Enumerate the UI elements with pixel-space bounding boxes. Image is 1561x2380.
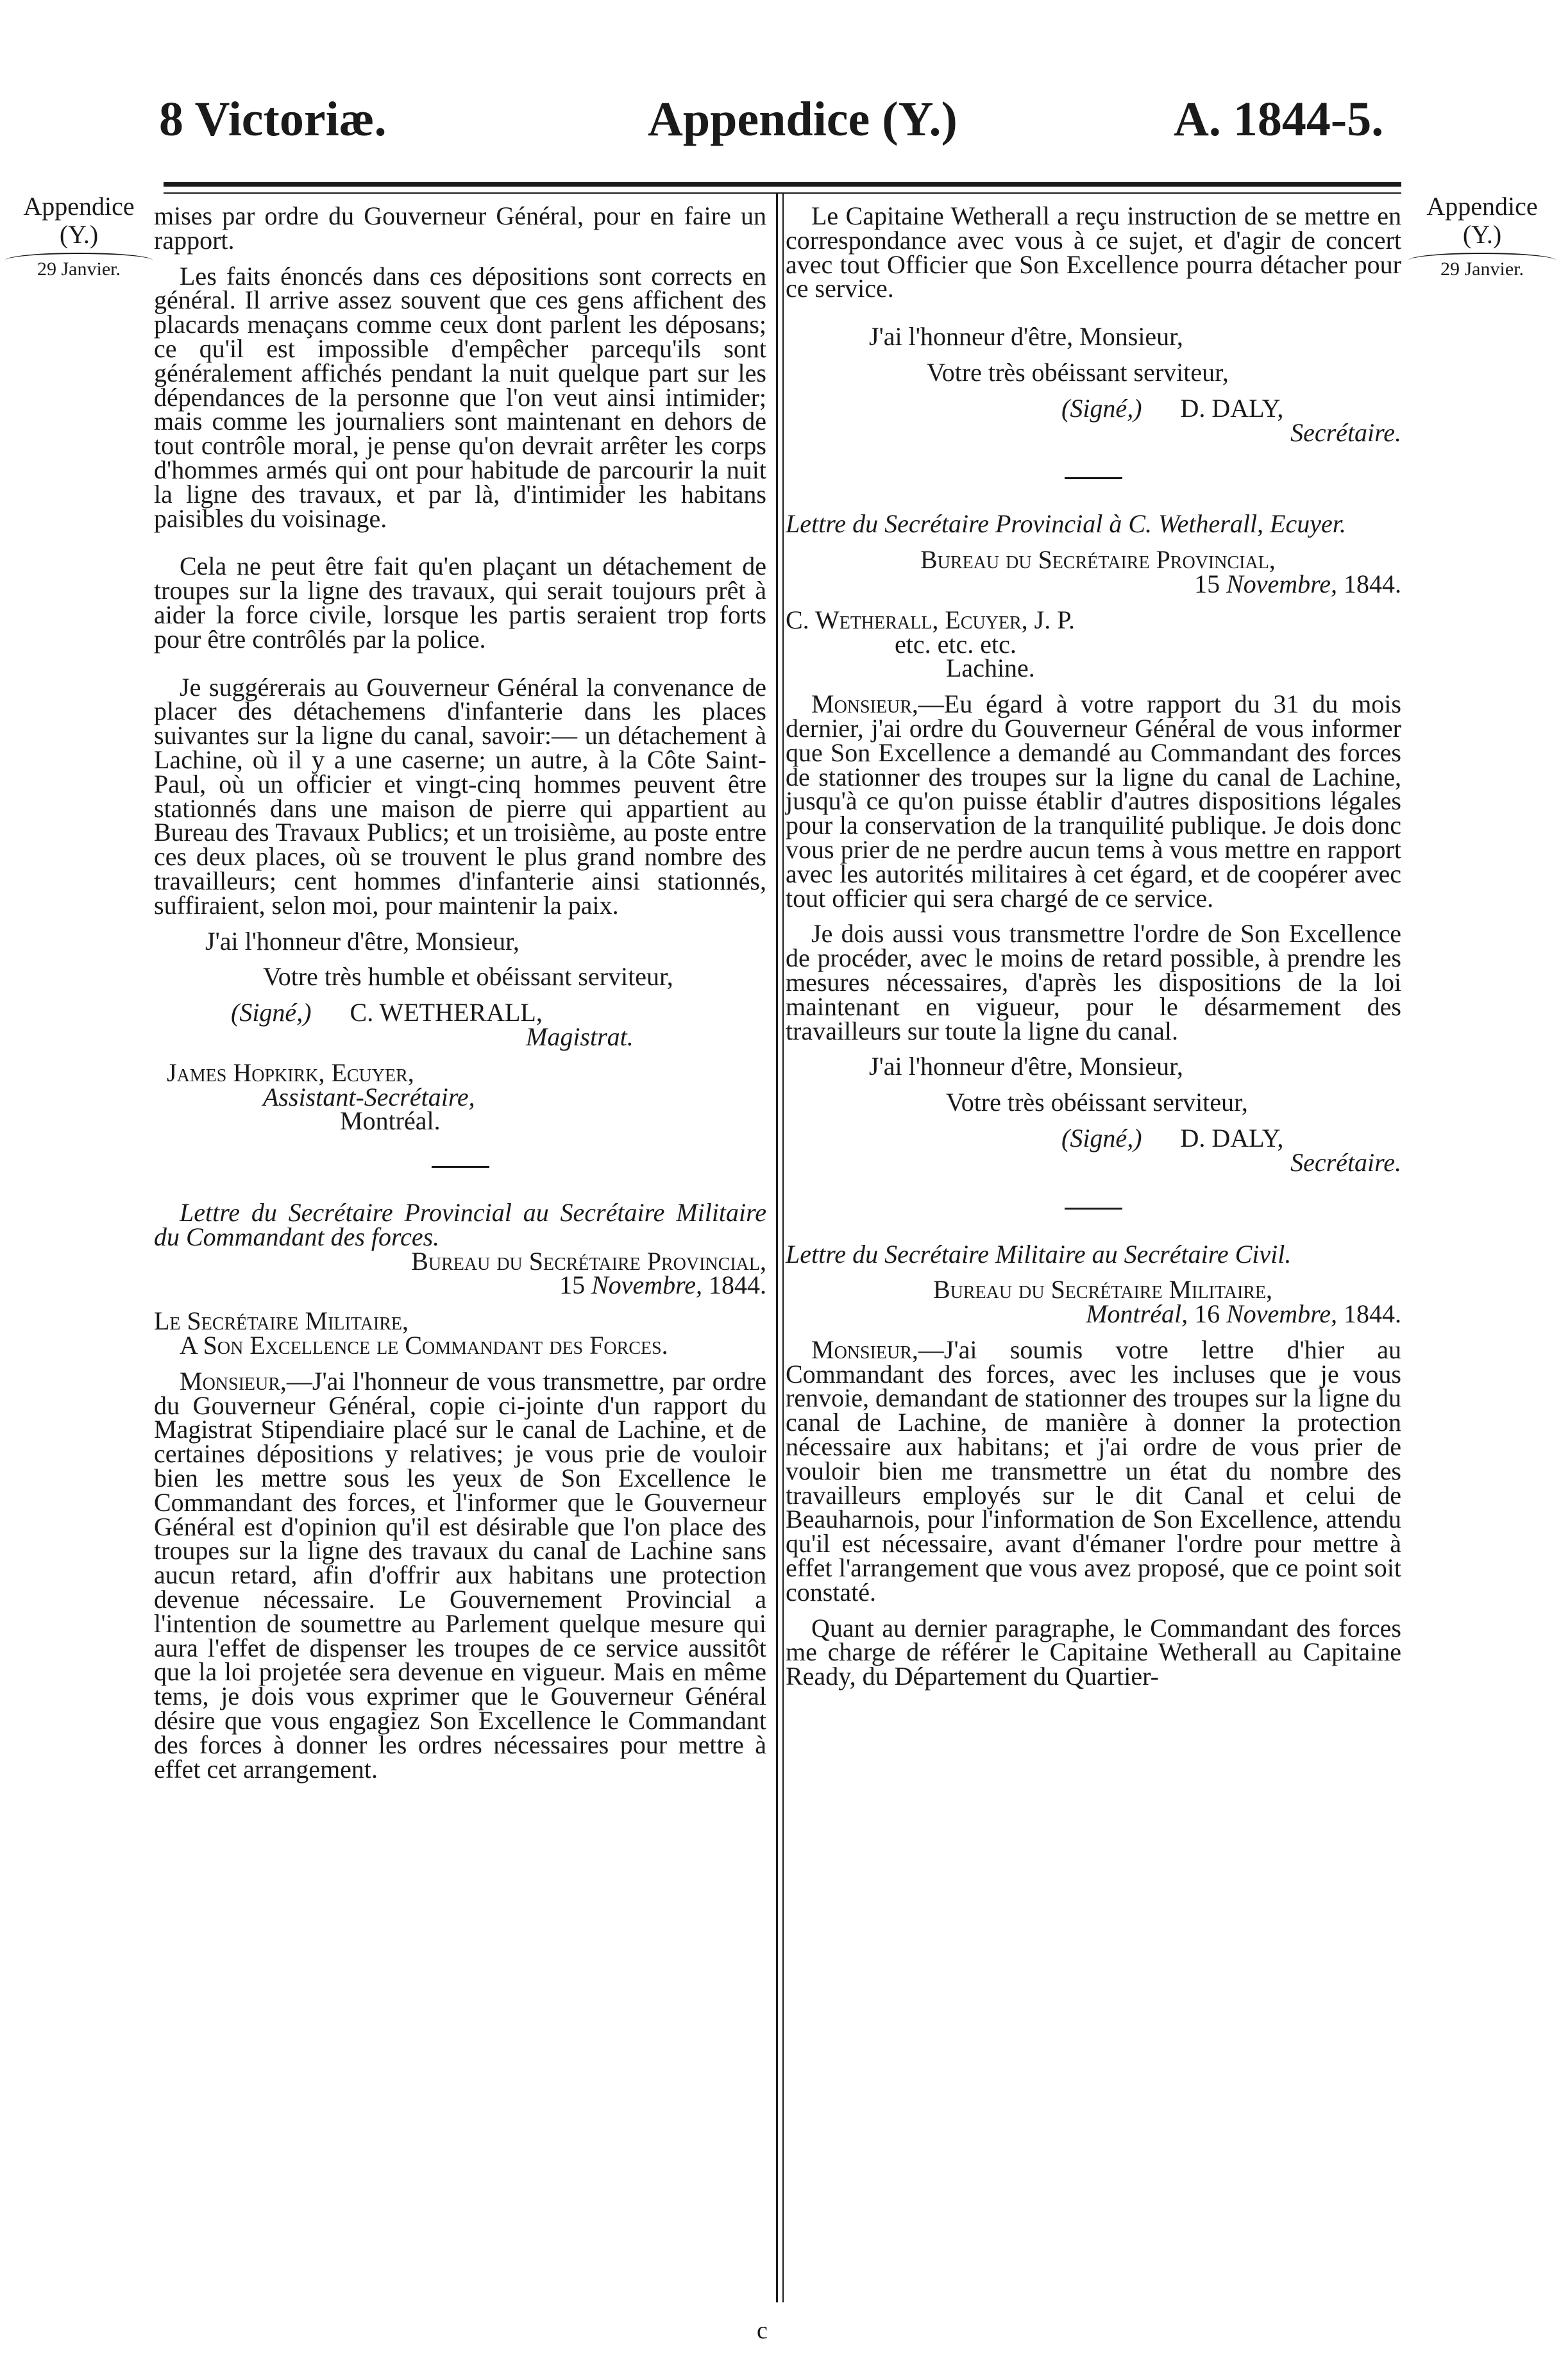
letter-body: —J'ai soumis votre lettre d'hier au Commandant des forces, avec les incluses que je vous renvoie, demandant de stationner des troupes sur la ligne du canal de Lachine, de manière à donner la protection nécessaire aux habitans; et j'ai ordre de vous prier de vouloir bien me transmettre un état du nombre des travailleurs employés sur le dit Canal et celui de Beauharnois, pour l'information de Son Excellence, attendu qu'il est nécessaire, avant d'émaner l'ordre pour mettre à effet l'arrangement que vous avez proposé, que ce point soit constaté. (786, 1335, 1401, 1607)
margin-note-left (5, 192, 153, 282)
closing-line: Votre très obéissant serviteur, (946, 1088, 1248, 1117)
paragraph (786, 1335, 1401, 1607)
letter-bureau: Bureau du Secrétaire Provincial, (920, 545, 1276, 575)
margin-appendix-ref: (Y.) (1462, 220, 1502, 249)
signer-name: D. DALY, (1180, 393, 1284, 423)
date-year: 1844. (1344, 1299, 1401, 1329)
running-head-center: Appendice (Y.) (648, 92, 958, 146)
margin-appendix-ref: (Y.) (59, 220, 99, 249)
paragraph: Le Capitaine Wetherall a reçu instruction de se mettre en correspondance avec vous à ce sujet, et d'agir de concert avec tout Officier que Son Excellence pourra détacher pour ce service. (786, 201, 1401, 303)
signer-name: C. WETHERALL, (350, 998, 543, 1027)
letter-recipient: A Son Excellence le Commandant des Forces. (180, 1331, 668, 1360)
salutation: Monsieur, (811, 689, 918, 719)
signature-line (786, 1123, 1401, 1152)
signature-line (786, 393, 1401, 423)
date-day: 16 (1194, 1299, 1220, 1329)
margin-label: Appendice (23, 192, 135, 221)
letter-title: Lettre du Secrétaire Provincial au Secrétaire Militaire du Commandant des forces. (154, 1198, 766, 1251)
paragraph (154, 1366, 766, 1784)
date-month: Novembre, (591, 1270, 702, 1300)
right-column (786, 201, 1401, 1691)
signed-label: (Signé,) (1061, 393, 1142, 423)
date-month: Novembre, (1226, 569, 1337, 598)
letter-title: Lettre du Secrétaire Militaire au Secrétaire Civil. (786, 1239, 1292, 1269)
salutation: Monsieur, (180, 1366, 287, 1396)
date-year: 1844. (709, 1270, 766, 1300)
letter-recipient: Le Secrétaire Militaire, (154, 1306, 409, 1336)
date-year: 1844. (1344, 569, 1401, 598)
signer-title: Secrétaire. (1290, 1147, 1401, 1177)
closing-line: J'ai l'honneur d'être, Monsieur, (205, 926, 519, 956)
addressee-place: Montréal. (340, 1106, 441, 1136)
margin-note-right (1408, 192, 1556, 282)
letter-body: —Eu égard à votre rapport du 31 du mois dernier, j'ai ordre du Gouverneur Général de vous informer que Son Excellence a demandé au Commandant des forces de stationner des troupes sur la ligne du canal de Lachine, jusqu'à ce qu'on puisse établir d'autres dispositions légales pour la conservation de la tranquilité publique. Je dois donc vous prier de ne perdre aucun tems à vous mettre en rapport avec les autorités militaires à cet égard, et de coopérer avec tout officier qui sera chargé de ce service. (786, 689, 1401, 913)
letter-recipient: etc. etc. etc. (895, 629, 1017, 659)
addressee-title: Assistant-Secrétaire, (263, 1082, 475, 1111)
column-divider (776, 192, 778, 2302)
salutation: Monsieur, (811, 1335, 918, 1364)
date-day: 15 (1194, 569, 1220, 598)
separator (432, 1166, 489, 1168)
printer-signature-mark: c (757, 2317, 768, 2344)
signed-label: (Signé,) (231, 998, 312, 1027)
left-column (154, 201, 766, 1784)
letter-date (786, 569, 1401, 598)
margin-date: 29 Janvier. (5, 253, 153, 282)
paragraph: Je suggérerais au Gouverneur Général la convenance de placer des détachemens d'infanterie dans les places suivantes sur la ligne du canal, savoir:— un détachement à Lachine, où il y a une caserne; un autre, à la Côte Saint-Paul, où un officier et vingt-cinq hommes peuvent être stationnés dans une maison de pierre qui appartient au Bureau des Travaux Publics; et un troisième, au poste entre ces deux places, où se trouvent le plus grand nombre des travailleurs; cent hommes d'infanterie ainsi stationnés, suffiraient, selon moi, pour maintenir la paix. (154, 672, 766, 920)
closing-line: Votre très obéissant serviteur, (927, 357, 1229, 387)
paragraph: Je dois aussi vous transmettre l'ordre de Son Excellence de procéder, avec le moins de retard possible, à prendre les mesures nécessaires, d'après les dispositions de la loi maintenant en vigueur, pour le désarmement des travailleurs sur toute la ligne du canal. (786, 919, 1401, 1045)
date-day: 15 (559, 1270, 586, 1300)
date-place: Montréal, (1086, 1299, 1188, 1329)
letter-recipient: Lachine. (946, 654, 1035, 683)
signer-name: D. DALY, (1180, 1123, 1284, 1152)
letter-body: —J'ai l'honneur de vous transmettre, par ordre du Gouverneur Général, copie ci-jointe d'un rapport du Magistrat Stipendiaire placé sur le canal de Lachine, et de certaines dépositions y relatives; je vous prie de vouloir bien les mettre sous les yeux de Son Excellence le Commandant des forces, et l'informer que le Gouverneur Général est d'opinion qu'il est désirable que l'on place des troupes sur la ligne des travaux du canal de Lachine sans aucun retard, afin d'offrir aux habitans une protection devenue nécessaire. Le Gouvernement Provincial a l'intention de soumettre au Parlement quelque mesure qui aura l'effet de dispenser les troupes de ce service aussitôt que la loi projetée sera devenue en vigueur. Mais en même tems, je dois vous exprimer que le Gouverneur Général désire que vous engagiez Son Excellence le Commandant des forces à donner les ordres nécessaires pour mettre à effet cet arrangement. (154, 1366, 766, 1784)
signer-title: Magistrat. (526, 1022, 634, 1051)
letter-recipient: C. Wetherall, Ecuyer, J. P. (786, 605, 1076, 634)
running-head-right: A. 1844-5. (1174, 92, 1384, 146)
column-divider-inner (782, 192, 784, 2302)
running-head-left: 8 Victoriæ. (159, 92, 387, 146)
letter-date (786, 1299, 1401, 1329)
letter-bureau: Bureau du Secrétaire Militaire, (933, 1275, 1273, 1304)
paragraph: Cela ne peut être fait qu'en plaçant un détachement de troupes sur la ligne des travaux, qui serait toujours prêt à aider la force civile, lorsque les partis seraient trop forts pour être contrôlés par la police. (154, 552, 766, 654)
paragraph: Quant au dernier paragraphe, le Commandant des forces me charge de référer le Capitaine Wetherall au Capitaine Ready, du Département du Quartier- (786, 1613, 1401, 1691)
margin-date: 29 Janvier. (1408, 253, 1556, 282)
letter-bureau: Bureau du Secrétaire Provincial, (411, 1246, 766, 1276)
separator (1065, 1208, 1122, 1210)
signer-title: Secrétaire. (1290, 418, 1401, 447)
paragraph: mises par ordre du Gouverneur Général, pour en faire un rapport. (154, 201, 766, 255)
separator (1065, 477, 1122, 479)
signed-label: (Signé,) (1061, 1123, 1142, 1152)
closing-line: J'ai l'honneur d'être, Monsieur, (869, 322, 1183, 351)
addressee: James Hopkirk, Ecuyer, (167, 1058, 414, 1087)
paragraph (786, 689, 1401, 913)
margin-label: Appendice (1426, 192, 1538, 221)
paragraph: Les faits énoncés dans ces dépositions sont corrects en général. Il arrive assez souvent que ces gens affichent des placards menaçans comme ceux dont parlent les déposans; ce qu'il est impossible d'empêcher parcequ'ils sont généralement affichés pendant la nuit quelque part sur les dépendances de la personne que l'on veut ainsi intimider; mais comme les journaliers sont maintenant en dehors de tout contrôle moral, je pense qu'on devrait arrêter les corps d'hommes armés qui ont pour habitude de parcourir la nuit la ligne des travaux, et par là, d'intimider les habitans paisibles du voisinage. (154, 261, 766, 533)
closing-line: J'ai l'honneur d'être, Monsieur, (869, 1052, 1183, 1081)
letter-date (154, 1270, 766, 1300)
date-month: Novembre, (1226, 1299, 1337, 1329)
signature-line (154, 1000, 766, 1025)
header-rule-thick (164, 182, 1401, 187)
closing-line: Votre très humble et obéissant serviteur, (263, 962, 673, 992)
letter-title: Lettre du Secrétaire Provincial à C. Wetherall, Ecuyer. (786, 509, 1346, 539)
